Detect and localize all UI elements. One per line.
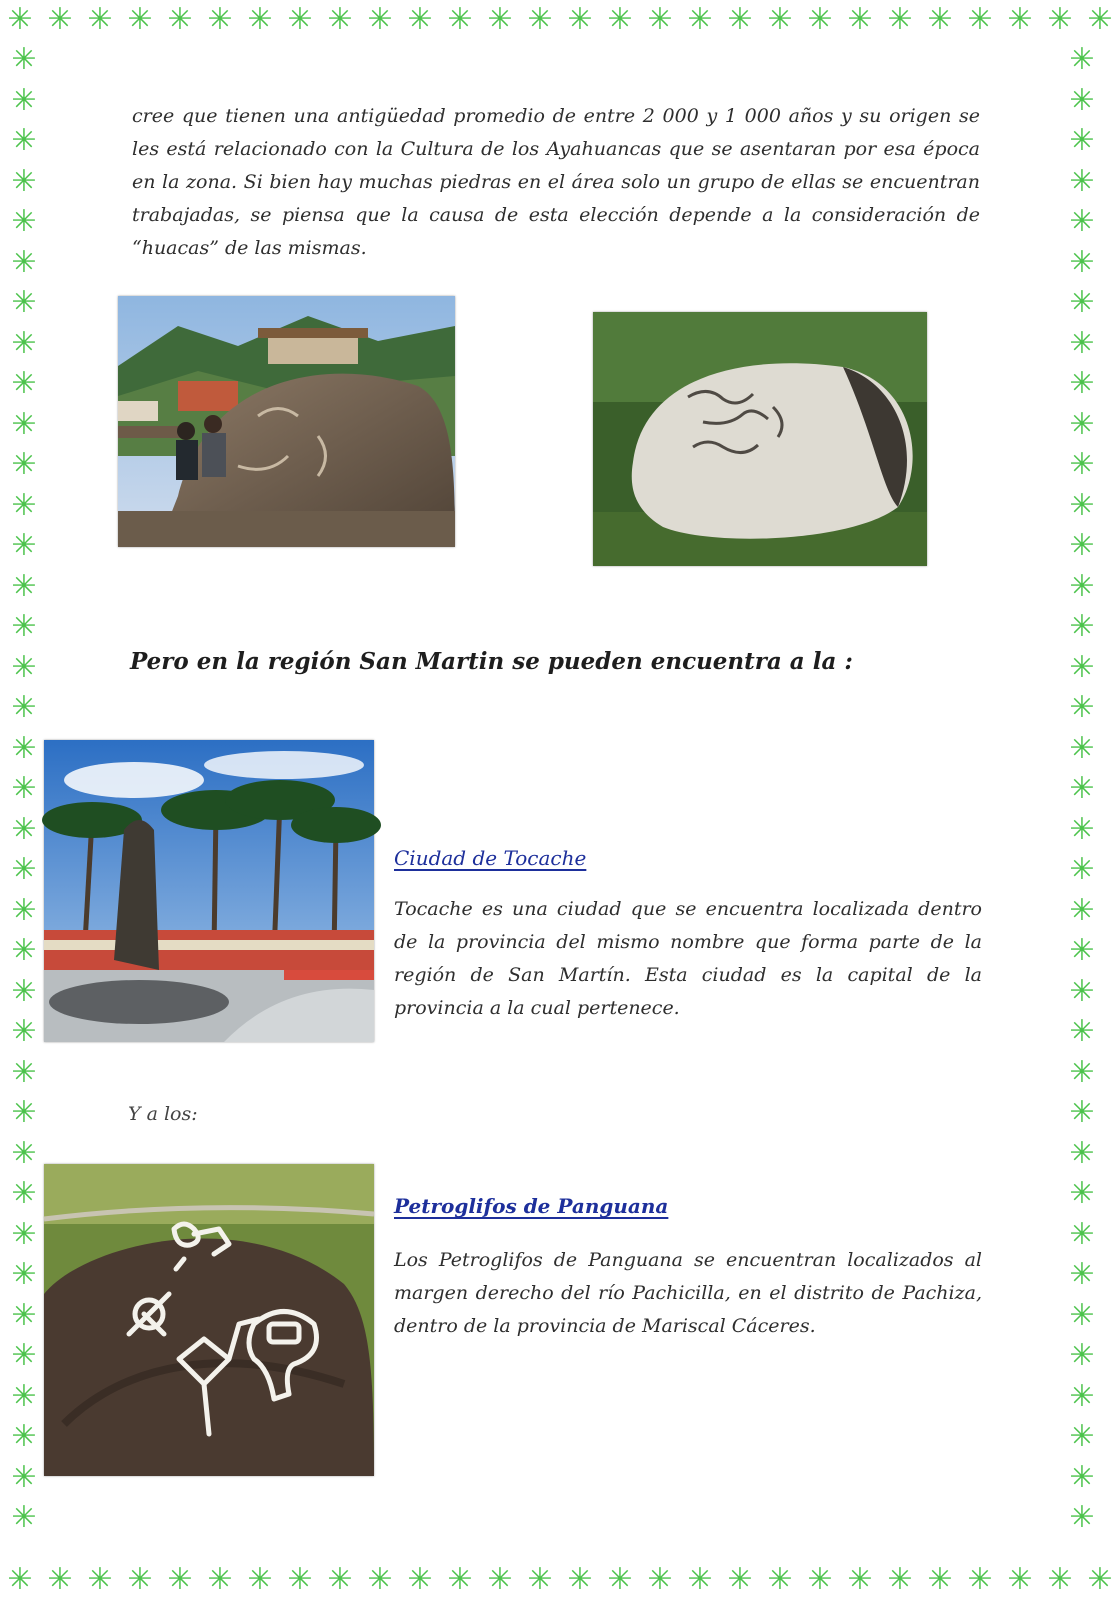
green-asterisk-star-icon: ✳: [447, 1562, 473, 1597]
white-carved-boulder-photo: [593, 312, 927, 566]
green-asterisk-star-icon: ✳: [247, 1562, 273, 1597]
decorative-border-right: [1062, 40, 1102, 1560]
green-asterisk-star-icon: ✳: [11, 244, 37, 280]
tocache-title-link[interactable]: Ciudad de Tocache: [394, 846, 587, 870]
carved-rock-with-visitors-photo: [118, 296, 455, 547]
green-asterisk-star-icon: ✳: [767, 1562, 793, 1597]
green-asterisk-star-icon: ✳: [1069, 771, 1095, 806]
green-asterisk-star-icon: ✳: [1069, 1297, 1095, 1333]
green-asterisk-star-icon: ✳: [11, 852, 37, 887]
green-asterisk-star-icon: ✳: [647, 1562, 673, 1597]
green-asterisk-star-icon: ✳: [447, 2, 473, 37]
green-asterisk-star-icon: ✳: [807, 1562, 833, 1597]
green-asterisk-star-icon: ✳: [11, 1014, 37, 1049]
green-asterisk-star-icon: ✳: [1069, 123, 1095, 158]
green-asterisk-star-icon: ✳: [11, 366, 37, 401]
green-asterisk-star-icon: ✳: [11, 771, 37, 806]
green-asterisk-star-icon: ✳: [11, 325, 37, 361]
green-asterisk-star-icon: ✳: [1069, 1135, 1095, 1171]
green-asterisk-star-icon: ✳: [1007, 2, 1033, 37]
green-asterisk-star-icon: ✳: [767, 2, 793, 37]
green-asterisk-star-icon: ✳: [1069, 82, 1095, 118]
green-asterisk-star-icon: ✳: [327, 2, 353, 37]
green-asterisk-star-icon: ✳: [11, 406, 37, 442]
green-asterisk-star-icon: ✳: [11, 1095, 37, 1130]
green-asterisk-star-icon: ✳: [567, 2, 593, 37]
green-asterisk-star-icon: ✳: [1069, 1176, 1095, 1211]
decorative-border-left: [4, 40, 44, 1560]
green-asterisk-star-icon: ✳: [367, 1562, 393, 1597]
region-heading: Pero en la región San Martin se pueden encuentra a la :: [130, 648, 853, 675]
green-asterisk-star-icon: ✳: [687, 2, 713, 37]
tocache-description: Tocache es una ciudad que se encuentra localizada dentro de la provincia del mismo nombre que forma parte de la región de San Martín. Esta ciudad es la capital de la provincia a la cual pertenece.: [394, 898, 982, 1019]
green-asterisk-star-icon: ✳: [1069, 528, 1095, 563]
green-asterisk-star-icon: ✳: [1087, 2, 1113, 37]
green-asterisk-star-icon: ✳: [1069, 42, 1095, 77]
green-asterisk-star-icon: ✳: [11, 1216, 37, 1252]
green-asterisk-star-icon: ✳: [7, 1562, 33, 1597]
green-asterisk-star-icon: ✳: [11, 933, 37, 968]
green-asterisk-star-icon: ✳: [1007, 1562, 1033, 1597]
green-asterisk-star-icon: ✳: [11, 42, 37, 77]
green-asterisk-star-icon: ✳: [1069, 285, 1095, 320]
green-asterisk-star-icon: ✳: [287, 1562, 313, 1597]
green-asterisk-star-icon: ✳: [607, 1562, 633, 1597]
green-asterisk-star-icon: ✳: [167, 2, 193, 37]
green-asterisk-star-icon: ✳: [11, 811, 37, 847]
green-asterisk-star-icon: ✳: [1069, 690, 1095, 725]
green-asterisk-star-icon: ✳: [11, 1297, 37, 1333]
green-asterisk-star-icon: ✳: [1069, 1500, 1095, 1535]
green-asterisk-star-icon: ✳: [1069, 730, 1095, 766]
intro-paragraph: cree que tienen una antigüedad promedio de entre 2 000 y 1 000 años y su origen se les está relacionado con la Cultura de los Ayahuancas que se asentaran por esa época en la zona. Si bien hay muchas piedras en el área solo un grupo de ellas se encuentran trabajadas, se piensa que la causa de esta elección depende a la consideración de “huacas” de las mismas.: [132, 105, 980, 259]
green-asterisk-star-icon: ✳: [1047, 2, 1073, 37]
green-asterisk-star-icon: ✳: [47, 2, 73, 37]
green-asterisk-star-icon: ✳: [11, 1257, 37, 1292]
green-asterisk-star-icon: ✳: [1069, 933, 1095, 968]
green-asterisk-star-icon: ✳: [1069, 1419, 1095, 1454]
green-asterisk-star-icon: ✳: [1069, 609, 1095, 644]
green-asterisk-star-icon: ✳: [247, 2, 273, 37]
green-asterisk-star-icon: ✳: [87, 1562, 113, 1597]
green-asterisk-star-icon: ✳: [11, 204, 37, 239]
green-asterisk-star-icon: ✳: [487, 1562, 513, 1597]
green-asterisk-star-icon: ✳: [167, 1562, 193, 1597]
green-asterisk-star-icon: ✳: [727, 1562, 753, 1597]
green-asterisk-star-icon: ✳: [287, 2, 313, 37]
green-asterisk-star-icon: ✳: [967, 1562, 993, 1597]
green-asterisk-star-icon: ✳: [1069, 244, 1095, 280]
green-asterisk-star-icon: ✳: [11, 973, 37, 1009]
green-asterisk-star-icon: ✳: [807, 2, 833, 37]
green-asterisk-star-icon: ✳: [11, 528, 37, 563]
green-asterisk-star-icon: ✳: [1069, 1216, 1095, 1252]
green-asterisk-star-icon: ✳: [11, 609, 37, 644]
green-asterisk-star-icon: ✳: [11, 1054, 37, 1090]
green-asterisk-star-icon: ✳: [1069, 487, 1095, 523]
green-asterisk-star-icon: ✳: [1069, 973, 1095, 1009]
green-asterisk-star-icon: ✳: [847, 2, 873, 37]
green-asterisk-star-icon: ✳: [367, 2, 393, 37]
green-asterisk-star-icon: ✳: [1069, 163, 1095, 199]
green-asterisk-star-icon: ✳: [567, 1562, 593, 1597]
green-asterisk-star-icon: ✳: [11, 730, 37, 766]
green-asterisk-star-icon: ✳: [11, 649, 37, 685]
green-asterisk-star-icon: ✳: [11, 892, 37, 928]
green-asterisk-star-icon: ✳: [1069, 1257, 1095, 1292]
green-asterisk-star-icon: ✳: [407, 2, 433, 37]
green-asterisk-star-icon: ✳: [47, 1562, 73, 1597]
green-asterisk-star-icon: ✳: [887, 2, 913, 37]
green-asterisk-star-icon: ✳: [11, 568, 37, 604]
green-asterisk-star-icon: ✳: [1069, 1338, 1095, 1373]
panguana-petroglyphs-photo: [44, 1164, 374, 1476]
green-asterisk-star-icon: ✳: [11, 487, 37, 523]
green-asterisk-star-icon: ✳: [1069, 406, 1095, 442]
green-asterisk-star-icon: ✳: [207, 1562, 233, 1597]
green-asterisk-star-icon: ✳: [727, 2, 753, 37]
green-asterisk-star-icon: ✳: [927, 2, 953, 37]
green-asterisk-star-icon: ✳: [1069, 1054, 1095, 1090]
green-asterisk-star-icon: ✳: [1069, 811, 1095, 847]
green-asterisk-star-icon: ✳: [11, 1338, 37, 1373]
green-asterisk-star-icon: ✳: [1069, 1095, 1095, 1130]
green-asterisk-star-icon: ✳: [7, 2, 33, 37]
green-asterisk-star-icon: ✳: [1087, 1562, 1113, 1597]
green-asterisk-star-icon: ✳: [11, 1135, 37, 1171]
green-asterisk-star-icon: ✳: [527, 2, 553, 37]
green-asterisk-star-icon: ✳: [1069, 1459, 1095, 1495]
decorative-border-bottom: [0, 1560, 1113, 1600]
green-asterisk-star-icon: ✳: [327, 1562, 353, 1597]
panguana-description: Los Petroglifos de Panguana se encuentran localizados al margen derecho del río Pachicilla, en el distrito de Pachiza, dentro de la provincia de Mariscal Cáceres.: [394, 1249, 982, 1337]
decorative-border-top: [0, 0, 1113, 40]
green-asterisk-star-icon: ✳: [527, 1562, 553, 1597]
green-asterisk-star-icon: ✳: [87, 2, 113, 37]
green-asterisk-star-icon: ✳: [1069, 649, 1095, 685]
green-asterisk-star-icon: ✳: [1047, 1562, 1073, 1597]
green-asterisk-star-icon: ✳: [607, 2, 633, 37]
green-asterisk-star-icon: ✳: [127, 1562, 153, 1597]
green-asterisk-star-icon: ✳: [11, 1378, 37, 1414]
green-asterisk-star-icon: ✳: [127, 2, 153, 37]
green-asterisk-star-icon: ✳: [11, 285, 37, 320]
green-asterisk-star-icon: ✳: [11, 447, 37, 482]
green-asterisk-star-icon: ✳: [207, 2, 233, 37]
panguana-title-link[interactable]: Petroglifos de Panguana: [394, 1194, 669, 1218]
green-asterisk-star-icon: ✳: [1069, 1014, 1095, 1049]
green-asterisk-star-icon: ✳: [407, 1562, 433, 1597]
green-asterisk-star-icon: ✳: [1069, 1378, 1095, 1414]
green-asterisk-star-icon: ✳: [11, 82, 37, 118]
green-asterisk-star-icon: ✳: [1069, 204, 1095, 239]
green-asterisk-star-icon: ✳: [1069, 852, 1095, 887]
green-asterisk-star-icon: ✳: [11, 1419, 37, 1454]
green-asterisk-star-icon: ✳: [11, 1500, 37, 1535]
green-asterisk-star-icon: ✳: [1069, 568, 1095, 604]
green-asterisk-star-icon: ✳: [1069, 892, 1095, 928]
tocache-plaza-photo: [44, 740, 374, 1042]
green-asterisk-star-icon: ✳: [1069, 447, 1095, 482]
green-asterisk-star-icon: ✳: [11, 163, 37, 199]
green-asterisk-star-icon: ✳: [11, 123, 37, 158]
green-asterisk-star-icon: ✳: [887, 1562, 913, 1597]
green-asterisk-star-icon: ✳: [1069, 325, 1095, 361]
green-asterisk-star-icon: ✳: [927, 1562, 953, 1597]
green-asterisk-star-icon: ✳: [647, 2, 673, 37]
green-asterisk-star-icon: ✳: [967, 2, 993, 37]
green-asterisk-star-icon: ✳: [687, 1562, 713, 1597]
green-asterisk-star-icon: ✳: [847, 1562, 873, 1597]
green-asterisk-star-icon: ✳: [487, 2, 513, 37]
green-asterisk-star-icon: ✳: [11, 1176, 37, 1211]
transition-text: Y a los:: [128, 1103, 198, 1125]
green-asterisk-star-icon: ✳: [1069, 366, 1095, 401]
green-asterisk-star-icon: ✳: [11, 1459, 37, 1495]
green-asterisk-star-icon: ✳: [11, 690, 37, 725]
